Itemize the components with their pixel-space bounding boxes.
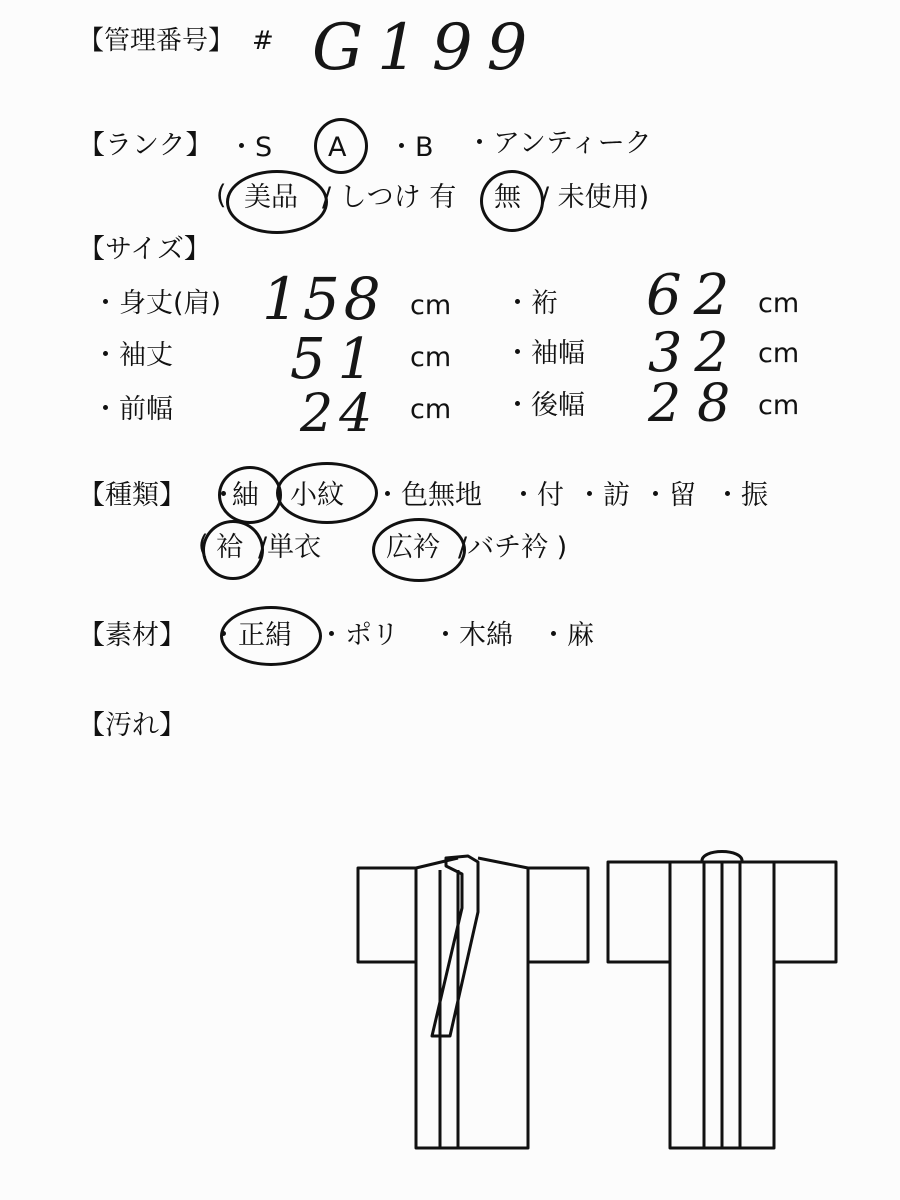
condition-good: 美品 (244, 182, 298, 213)
collar-hiro: 広衿 (386, 532, 440, 563)
rank-option-b: ・B (388, 132, 434, 163)
condition-unused: / 未使用) (540, 182, 650, 213)
hash-symbol: # (252, 26, 274, 56)
material-dot: ・ (210, 620, 237, 651)
size-label: 【サイズ】 (78, 234, 211, 265)
size-value-yuki: 62 (646, 263, 742, 328)
size-value-sleeve-width: 32 (648, 321, 741, 384)
size-value-sleeve-length: 51 (290, 327, 386, 392)
rank-option-s: ・S (228, 132, 273, 163)
type-iromuji: ・色無地 (374, 480, 482, 511)
type-komon: 小紋 (290, 480, 344, 511)
material-cotton: ・木綿 (432, 620, 513, 651)
size-name-sleeve-width: ・袖幅 (504, 338, 585, 369)
stains-label: 【汚れ】 (78, 710, 186, 741)
rank-option-a: A (328, 132, 347, 163)
material-label: 【素材】 (78, 620, 186, 651)
condition-none: 無 (494, 182, 521, 213)
type-furisode: ・振 (714, 480, 768, 511)
size-unit-sleeve-length: cm (410, 342, 452, 373)
material-hemp: ・麻 (540, 620, 594, 651)
size-unit-yuki: cm (758, 288, 800, 319)
type-dot: ・ (210, 480, 237, 511)
size-value-front-width: 24 (300, 384, 379, 444)
management-number-value: G199 (312, 11, 542, 85)
type-tomesode: ・留 (642, 480, 696, 511)
lining-awase: 袷 (216, 532, 243, 563)
size-name-front-width: ・前幅 (92, 394, 173, 425)
kimono-back-diagram (608, 852, 836, 1149)
type-label: 【種類】 (78, 480, 186, 511)
material-poly: ・ポリ (318, 620, 399, 651)
size-name-yuki: ・裄 (504, 288, 558, 319)
type-tsukesage: ・付 (510, 480, 564, 511)
size-value-back-width: 28 (648, 374, 747, 434)
kimono-front-diagram (358, 856, 588, 1148)
lining-hitoe: /単衣 (258, 532, 322, 563)
collar-bachi: /バチ衿 ) (458, 532, 568, 563)
lining-open-paren: ( (198, 530, 209, 561)
size-name-sleeve-length: ・袖丈 (92, 340, 173, 371)
type-houmongi: ・訪 (576, 480, 630, 511)
size-value-height: 158 (262, 265, 385, 333)
size-unit-sleeve-width: cm (758, 338, 800, 369)
size-unit-height: cm (410, 290, 452, 321)
size-unit-front-width: cm (410, 394, 452, 425)
condition-basting: / しつけ 有 (322, 182, 457, 213)
material-silk: 正絹 (238, 620, 292, 651)
rank-label: 【ランク】 (78, 130, 213, 161)
condition-open-paren: ( (216, 180, 227, 211)
type-tsumugi: 紬 (232, 480, 259, 511)
size-unit-back-width: cm (758, 390, 800, 421)
size-name-back-width: ・後幅 (504, 390, 585, 421)
size-name-height: ・身丈(肩) (92, 288, 222, 319)
rank-option-antique: ・アンティーク (466, 128, 652, 159)
management-number-label: 【管理番号】 (78, 26, 235, 56)
